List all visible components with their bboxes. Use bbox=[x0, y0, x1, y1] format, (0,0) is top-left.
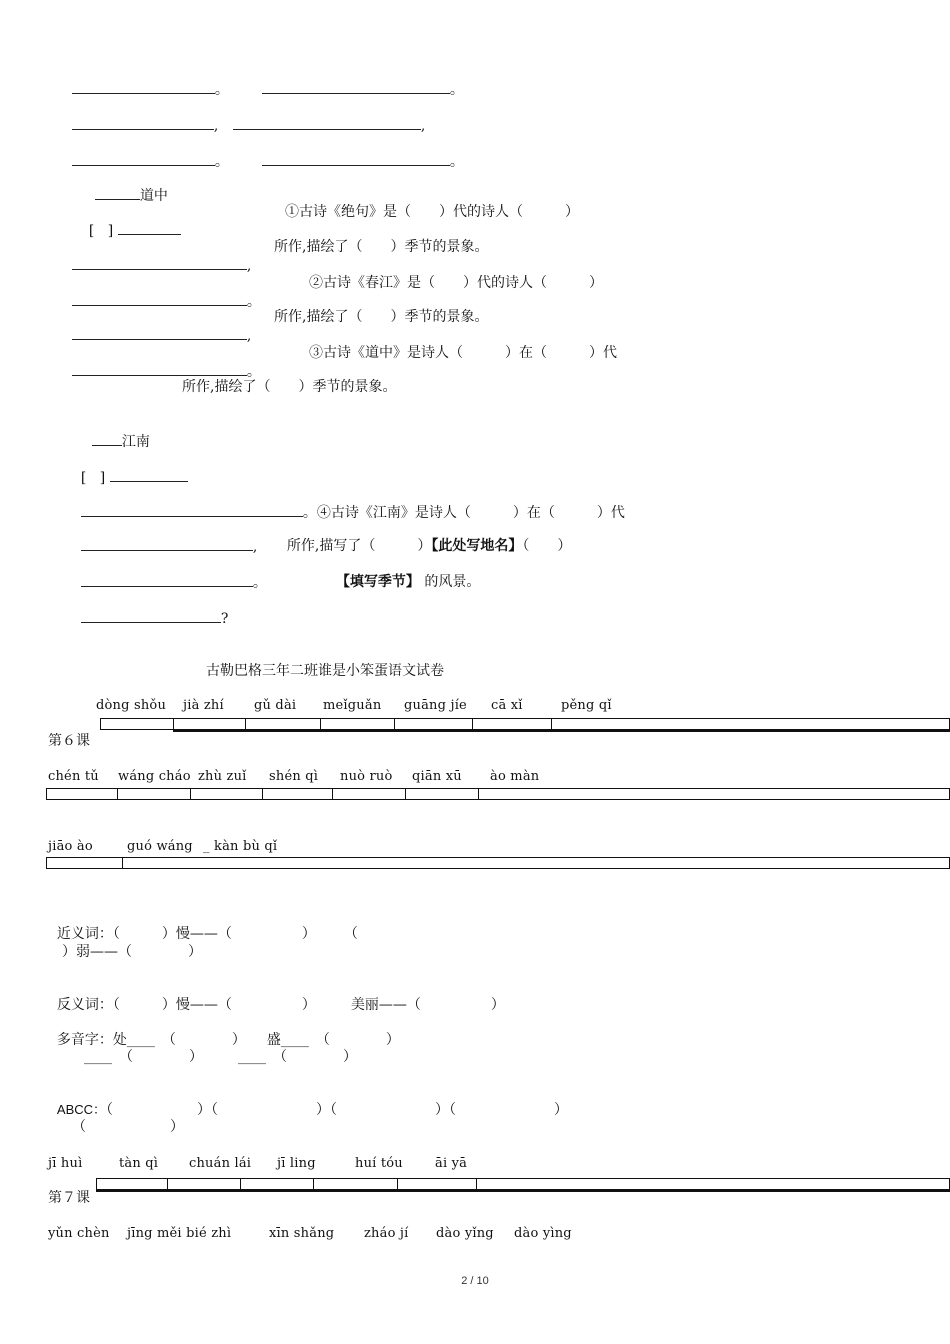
grid-divider bbox=[245, 718, 246, 730]
pinyin-item: jī huì bbox=[48, 1156, 83, 1171]
question-1b: 所作,描绘了（ ）季节的景象。 bbox=[274, 239, 489, 255]
bracket-text: [ ] bbox=[80, 470, 106, 486]
pinyin-item: jīng měi bié zhì bbox=[127, 1226, 232, 1241]
exam-title: 古勒巴格三年二班谁是小笨蛋语文试卷 bbox=[206, 662, 444, 678]
blank[interactable] bbox=[72, 292, 247, 306]
synonym-row-2[interactable]: ）弱——（ ） bbox=[62, 944, 202, 960]
answer-line-8 bbox=[72, 591, 228, 628]
abcc-blanks[interactable]: （ ）（ ）（ ）（ ） bbox=[106, 1102, 569, 1118]
dao-zhong-bracket bbox=[80, 203, 181, 240]
poem-line-2 bbox=[63, 98, 218, 135]
blank[interactable] bbox=[72, 152, 215, 166]
page-number: 2 / 10 bbox=[461, 1275, 489, 1287]
writing-grid[interactable] bbox=[96, 1178, 950, 1190]
blank[interactable] bbox=[92, 432, 122, 446]
pinyin-item: dòng shǒu bbox=[96, 698, 167, 713]
blank[interactable] bbox=[81, 503, 303, 517]
question-1: ①古诗《绝句》是（ ）代的诗人（ ） bbox=[285, 204, 579, 220]
answer-line-7 bbox=[72, 555, 267, 592]
pinyin-item: dào yìng bbox=[514, 1226, 572, 1241]
blank[interactable] bbox=[81, 609, 221, 623]
question-3b: 所作,描绘了（ ）季节的景象。 bbox=[182, 379, 397, 395]
punct: , bbox=[246, 258, 252, 274]
synonym-blanks[interactable]: （ ）慢——（ ） （ bbox=[112, 926, 358, 942]
punct: 。 bbox=[214, 82, 229, 98]
pinyin-item: dào yǐng bbox=[436, 1226, 494, 1241]
pinyin-item: jiāo ào bbox=[48, 839, 93, 854]
lesson-7-label: 第７课 bbox=[48, 1189, 90, 1205]
punct: 。 bbox=[214, 154, 229, 170]
synonym-row bbox=[48, 907, 358, 943]
grid-divider bbox=[262, 788, 263, 800]
lesson-6-label: 第６课 bbox=[48, 732, 90, 748]
question-2b: 所作,描绘了（ ）季节的景象。 bbox=[274, 309, 489, 325]
title-text: 道中 bbox=[139, 188, 168, 204]
abcc-row bbox=[48, 1083, 568, 1119]
grid-divider bbox=[405, 788, 406, 800]
abcc-label: ABCC： bbox=[56, 1102, 107, 1117]
pinyin-item: meǐguǎn bbox=[323, 698, 382, 713]
grid-divider bbox=[394, 718, 395, 730]
pinyin-item: qiān xū bbox=[412, 769, 462, 784]
punct: 。 bbox=[449, 82, 464, 98]
pinyin-item: pěng qǐ bbox=[561, 698, 612, 713]
grid-divider bbox=[332, 788, 333, 800]
answer-line-2 bbox=[63, 274, 261, 311]
blank[interactable] bbox=[72, 116, 214, 130]
grid-divider bbox=[397, 1178, 398, 1190]
blank[interactable] bbox=[72, 80, 215, 94]
blank[interactable] bbox=[118, 221, 181, 235]
punct: , bbox=[213, 118, 219, 134]
grid-divider bbox=[478, 788, 479, 800]
punct: , bbox=[252, 539, 258, 555]
question-4b-tail: （ ） bbox=[522, 538, 572, 554]
grid-divider bbox=[472, 718, 473, 730]
synonym-label: 近义词： bbox=[56, 926, 113, 942]
blank[interactable] bbox=[233, 116, 421, 130]
pinyin-item: shén qì bbox=[269, 769, 319, 784]
jiang-nan-title bbox=[83, 414, 150, 451]
answer-line-3 bbox=[63, 308, 251, 345]
blank[interactable] bbox=[110, 468, 188, 482]
pinyin-item: huí tóu bbox=[355, 1156, 403, 1171]
answer-line-1 bbox=[63, 238, 251, 275]
pinyin-item: chén tǔ bbox=[48, 769, 99, 784]
blank[interactable] bbox=[95, 186, 140, 200]
punct: 。 bbox=[246, 364, 261, 380]
pinyin-item: nuò ruò bbox=[340, 769, 393, 784]
grid-divider bbox=[190, 788, 191, 800]
place-hint: 【此处写地名】 bbox=[431, 538, 523, 554]
pinyin-item: wáng cháo bbox=[118, 769, 191, 784]
pinyin-item: yǔn chèn bbox=[48, 1226, 110, 1241]
question-3: ③古诗《道中》是诗人（ ）在（ ）代 bbox=[309, 345, 617, 361]
poem-line-2b bbox=[224, 98, 425, 135]
jiang-nan-bracket bbox=[72, 450, 188, 487]
blank[interactable] bbox=[72, 362, 247, 376]
blank[interactable] bbox=[81, 573, 253, 587]
polyphone-row bbox=[48, 1013, 400, 1049]
blank[interactable] bbox=[72, 326, 247, 340]
grid-divider bbox=[320, 718, 321, 730]
bracket-text: [ ] bbox=[88, 223, 114, 239]
question-4c-tail: 的风景。 bbox=[419, 574, 481, 590]
blank[interactable] bbox=[262, 152, 450, 166]
grid-divider bbox=[117, 788, 118, 800]
pinyin-item: jī ling bbox=[277, 1156, 316, 1171]
grid-border bbox=[173, 730, 950, 732]
grid-divider bbox=[551, 718, 552, 730]
abcc-row-2[interactable]: （ ） bbox=[72, 1119, 184, 1135]
grid-divider bbox=[476, 1178, 477, 1190]
question-4: 。④古诗《江南》是诗人（ ）在（ ）代 bbox=[302, 505, 625, 521]
pinyin-item: ào màn bbox=[490, 769, 540, 784]
pinyin-item: cā xǐ bbox=[491, 698, 523, 713]
season-hint: 【填写季节】 bbox=[335, 574, 420, 590]
poem-line-3 bbox=[63, 134, 229, 171]
writing-grid[interactable] bbox=[46, 857, 950, 869]
title-text: 江南 bbox=[121, 434, 150, 450]
pinyin-item: gǔ dài bbox=[254, 698, 297, 713]
poem-line-3b bbox=[253, 134, 464, 171]
writing-grid[interactable] bbox=[100, 718, 950, 730]
writing-grid[interactable] bbox=[46, 788, 950, 800]
question-4b bbox=[278, 519, 571, 555]
grid-divider bbox=[240, 1178, 241, 1190]
pinyin-item: zhù zuǐ bbox=[198, 769, 247, 784]
grid-divider bbox=[122, 857, 123, 869]
polyphone-label: 多音字： bbox=[56, 1032, 113, 1048]
poem-line-1 bbox=[63, 62, 229, 99]
pinyin-item: āi yā bbox=[435, 1156, 468, 1171]
punct: 。 bbox=[449, 154, 464, 170]
blank[interactable] bbox=[81, 537, 253, 551]
punct: 。 bbox=[246, 294, 261, 310]
polyphone-blanks[interactable]: 处____ （ ） 盛____ （ ） bbox=[112, 1032, 400, 1048]
grid-border bbox=[96, 1190, 950, 1192]
grid-divider bbox=[313, 1178, 314, 1190]
polyphone-row-2[interactable]: ____ （ ） ____ （ ） bbox=[84, 1049, 357, 1065]
punct: , bbox=[246, 328, 252, 344]
question-4c bbox=[327, 555, 480, 591]
punct: 。 bbox=[252, 575, 267, 591]
pinyin-item: jià zhí bbox=[183, 698, 224, 713]
question-4b-text: 所作,描写了（ ） bbox=[286, 538, 432, 554]
pinyin-item: chuán lái bbox=[189, 1156, 252, 1171]
question-2: ②古诗《春江》是（ ）代的诗人（ ） bbox=[309, 275, 603, 291]
answer-line-5 bbox=[72, 485, 625, 522]
pinyin-item: xīn shǎng bbox=[269, 1226, 335, 1241]
antonym-row bbox=[48, 978, 505, 1014]
answer-line-4 bbox=[63, 344, 261, 381]
pinyin-item: zháo jí bbox=[364, 1226, 409, 1241]
poem-line-1b bbox=[253, 62, 464, 99]
antonym-blanks[interactable]: （ ）慢——（ ） 美丽——（ ） bbox=[112, 997, 505, 1013]
grid-divider bbox=[167, 1178, 168, 1190]
punct: ? bbox=[220, 611, 229, 627]
blank[interactable] bbox=[72, 256, 247, 270]
antonym-label: 反义词： bbox=[56, 997, 113, 1013]
blank[interactable] bbox=[262, 80, 450, 94]
grid-divider bbox=[173, 718, 174, 730]
pinyin-item: guó wáng bbox=[127, 839, 193, 854]
pinyin-item: _ kàn bù qǐ bbox=[203, 839, 278, 854]
dao-zhong-title bbox=[86, 168, 168, 205]
punct: , bbox=[420, 118, 426, 134]
pinyin-item: guāng jíe bbox=[404, 698, 467, 713]
pinyin-item: tàn qì bbox=[119, 1156, 159, 1171]
answer-line-6 bbox=[72, 519, 257, 556]
